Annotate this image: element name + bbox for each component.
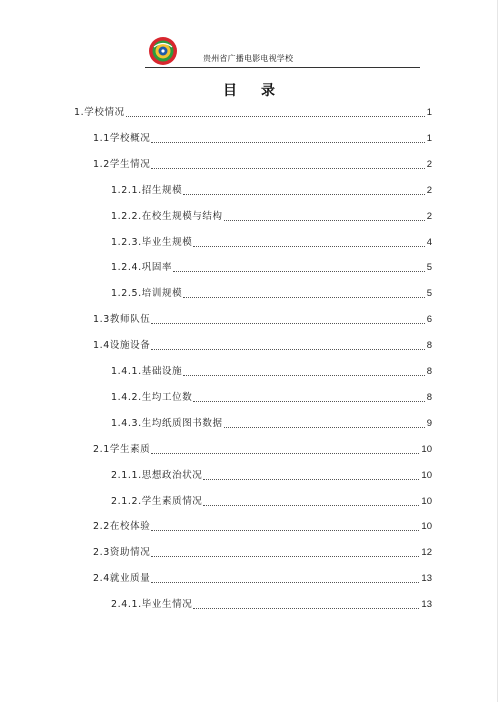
toc-entry-page-number: 2 bbox=[426, 211, 432, 222]
toc-dot-leader bbox=[151, 349, 424, 350]
toc-entry-page-number: 13 bbox=[421, 573, 432, 584]
toc-dot-leader bbox=[193, 246, 424, 247]
toc-entry-page-number: 6 bbox=[426, 314, 432, 325]
toc-entry[interactable] bbox=[93, 521, 432, 533]
toc-entry-page-number: 10 bbox=[421, 470, 432, 481]
toc-entry[interactable] bbox=[111, 599, 432, 611]
toc-entry-page-number: 4 bbox=[426, 237, 432, 248]
toc-entry-label: 1.学校情况 bbox=[74, 107, 125, 118]
toc-dot-leader bbox=[173, 271, 425, 272]
toc-entry-label: 1.2.5.培训规模 bbox=[111, 288, 183, 299]
toc-dot-leader bbox=[203, 479, 419, 480]
toc-entry[interactable] bbox=[111, 262, 432, 274]
toc-dot-leader bbox=[203, 505, 419, 506]
toc-entry-page-number: 9 bbox=[426, 418, 432, 429]
toc-entry-label: 1.2学生情况 bbox=[93, 159, 151, 170]
toc-entry-label: 2.4就业质量 bbox=[93, 573, 151, 584]
toc-entry[interactable] bbox=[111, 366, 432, 378]
toc-dot-leader bbox=[151, 323, 424, 324]
toc-dot-leader bbox=[126, 116, 425, 117]
toc-entry-label: 1.2.4.巩固率 bbox=[111, 262, 173, 273]
toc-entry-page-number: 2 bbox=[426, 159, 432, 170]
toc-entry-label: 2.2在校体验 bbox=[93, 521, 151, 532]
toc-entry-page-number: 12 bbox=[421, 547, 432, 558]
toc-entry-label: 2.1学生素质 bbox=[93, 444, 151, 455]
toc-dot-leader bbox=[151, 168, 424, 169]
toc-entry-label: 2.1.2.学生素质情况 bbox=[111, 496, 203, 507]
toc-entry-label: 2.3资助情况 bbox=[93, 547, 151, 558]
toc-dot-leader bbox=[151, 142, 424, 143]
toc-dot-leader bbox=[183, 297, 425, 298]
toc-entry-label: 1.2.2.在校生规模与结构 bbox=[111, 211, 223, 222]
toc-entry[interactable] bbox=[93, 573, 432, 585]
toc-entry-page-number: 8 bbox=[426, 392, 432, 403]
toc-dot-leader bbox=[224, 220, 425, 221]
toc-entry-label: 1.4.3.生均纸质图书数据 bbox=[111, 418, 223, 429]
toc-entry-label: 1.4设施设备 bbox=[93, 340, 151, 351]
toc-entry-page-number: 8 bbox=[426, 366, 432, 377]
toc-entry[interactable] bbox=[93, 444, 432, 456]
toc-entry-label: 1.2.3.毕业生规模 bbox=[111, 237, 193, 248]
toc-entry[interactable] bbox=[111, 185, 432, 197]
toc-entry-page-number: 10 bbox=[421, 521, 432, 532]
toc-entry[interactable] bbox=[74, 107, 432, 119]
toc-entry[interactable] bbox=[93, 133, 432, 145]
toc-dot-leader bbox=[224, 427, 425, 428]
toc-entry-page-number: 2 bbox=[426, 185, 432, 196]
toc-dot-leader bbox=[151, 556, 419, 557]
toc-entry[interactable] bbox=[93, 159, 432, 171]
toc-entry-page-number: 13 bbox=[421, 599, 432, 610]
toc-entry-page-number: 5 bbox=[426, 288, 432, 299]
toc-entry-label: 2.4.1.毕业生情况 bbox=[111, 599, 193, 610]
toc-dot-leader bbox=[151, 453, 419, 454]
toc-entry-page-number: 10 bbox=[421, 444, 432, 455]
toc-dot-leader bbox=[193, 401, 424, 402]
toc-dot-leader bbox=[183, 375, 425, 376]
toc-entry-label: 1.3教师队伍 bbox=[93, 314, 151, 325]
toc-entry[interactable] bbox=[93, 547, 432, 559]
toc-entry-label: 2.1.1.思想政治状况 bbox=[111, 470, 203, 481]
toc-entry[interactable] bbox=[111, 392, 432, 404]
toc-entry-page-number: 1 bbox=[426, 107, 432, 118]
toc-dot-leader bbox=[151, 582, 419, 583]
toc-entry-page-number: 5 bbox=[426, 262, 432, 273]
toc-entry-label: 1.4.1.基础设施 bbox=[111, 366, 183, 377]
toc-entry-label: 1.4.2.生均工位数 bbox=[111, 392, 193, 403]
toc-dot-leader bbox=[183, 194, 425, 195]
toc-title-char-1: 目 bbox=[223, 83, 237, 99]
school-name: 贵州省广播电影电视学校 bbox=[203, 54, 294, 63]
toc-entry[interactable] bbox=[111, 211, 432, 223]
toc-entry[interactable] bbox=[93, 340, 432, 352]
toc-title-char-2: 录 bbox=[261, 83, 275, 99]
toc-entry[interactable] bbox=[93, 314, 432, 326]
toc-entry-label: 1.1学校概况 bbox=[93, 133, 151, 144]
toc-entry-page-number: 1 bbox=[426, 133, 432, 144]
toc-entry-page-number: 8 bbox=[426, 340, 432, 351]
toc-dot-leader bbox=[193, 608, 419, 609]
toc-entry[interactable] bbox=[111, 418, 432, 430]
toc-entry[interactable] bbox=[111, 496, 432, 508]
toc-entry[interactable] bbox=[111, 288, 432, 300]
toc-entry[interactable] bbox=[111, 237, 432, 249]
toc-entry-label: 1.2.1.招生规模 bbox=[111, 185, 183, 196]
toc-entry[interactable] bbox=[111, 470, 432, 482]
toc-entry-page-number: 10 bbox=[421, 496, 432, 507]
toc-dot-leader bbox=[151, 530, 419, 531]
